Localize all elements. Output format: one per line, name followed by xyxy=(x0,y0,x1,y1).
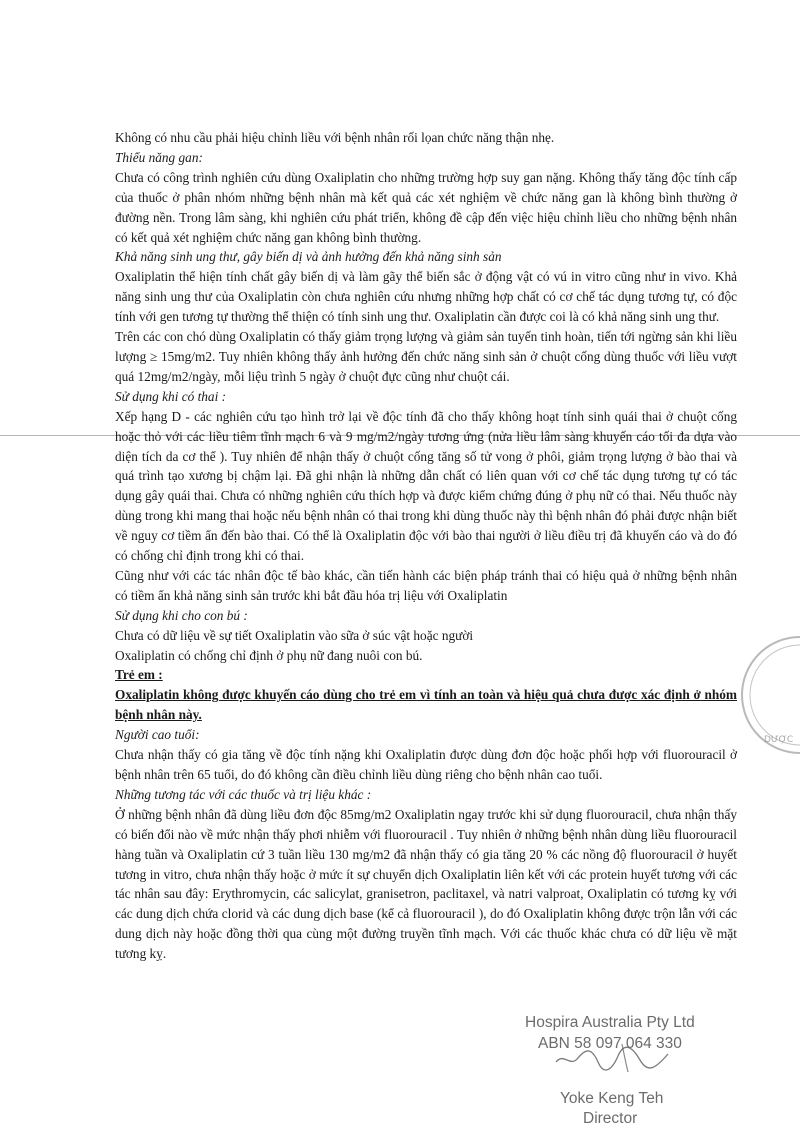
signatory-role: Director xyxy=(583,1110,638,1127)
official-stamp xyxy=(730,630,800,760)
heading-hepatic-insufficiency: Thiểu năng gan: xyxy=(115,149,203,165)
company-abn: ABN 58 097 064 330 xyxy=(538,1035,682,1052)
paragraph-hepatic: Chưa có công trình nghiên cứu dùng Oxaliplatin cho những trường hợp suy gan nặng. Không thấy tăng độc tính cấp của thuốc ở phân nhóm những bệnh nhân mà kết quả các xét nghiệm về chức năng gan là không bình thường ở đường nền. Trong lâm sàng, khi nghiên cứu phát triển, không đề cập đến việc hiệu chỉnh liều cho những bệnh nhân có kết quả xét nghiệm chức năng gan không bình thường. xyxy=(115,169,737,245)
paragraph-fertility: Trên các con chó dùng Oxaliplatin có thấy giảm trọng lượng và giảm sản tuyến tinh hoàn, tiến tới ngừng sản khi liều lượng ≥ 15mg/m2. Tuy nhiên không thấy ảnh hưởng đến chức năng sinh sản ở chuột cống dùng thuốc với liều vượt quá 12mg/m2/ngày, mỗi liệu trình 5 ngày ở chuột đực cũng như chuột cái. xyxy=(115,329,737,384)
paragraph-contraception: Cũng như với các tác nhân độc tế bào khác, cần tiến hành các biện pháp tránh thai có hiệu quả ở những bệnh nhân có tiềm ẩn khả năng sinh sản trước khi bắt đầu hóa trị liệu với Oxaliplatin xyxy=(115,567,737,603)
heading-pregnancy: Sử dụng khi có thai : xyxy=(115,388,227,404)
signatory-name: Yoke Keng Teh xyxy=(560,1090,664,1107)
heading-interactions: Những tương tác với các thuốc và trị liệu khác : xyxy=(115,786,372,802)
paragraph-interactions: Ở những bệnh nhân đã dùng liều đơn độc 85mg/m2 Oxaliplatin ngay trước khi sử dụng fluorouracil, chưa nhận thấy có biến đổi nào về mức nhận thấy phơi nhiễm với fluorouracil . Tuy nhiên ở những bệnh nhân dùng liều fluorouracil hàng tuần và Oxaliplatin cứ 3 tuần liều 130 mg/m2 đã nhận thấy có gia tăng 20 % các nồng độ fluorouracil ở huyết tương in vitro, chưa nhận thấy hoặc ở mức ít sự chuyển dịch Oxaliplatin liên kết với các protein huyết tương với các tác nhân sau đây: Erythromycin, các salicylat, granisetron, paclitaxel, và natri valproat, Oxaliplatin có tương kỵ với các dung dịch chứa clorid và các dung dịch base (kể cả fluorouracil ), do đó Oxaliplatin không được trộn lẫn với các dung dịch này hoặc đồng thời qua cùng một đường truyền tĩnh mạch. Với các thuốc khác chưa có dữ liệu về mặt tương kỵ. xyxy=(115,806,737,962)
heading-elderly: Người cao tuổi: xyxy=(115,727,200,743)
heading-lactation: Sử dụng khi cho con bú : xyxy=(115,607,248,623)
paragraph-pregnancy: Xếp hạng D - các nghiên cứu tạo hình trở lại về độc tính đã cho thấy không hoạt tính sinh quái thai ở chuột cống hoặc thỏ với các liều tiêm tĩnh mạch 6 và 9 mg/m2/ngày tương ứng (nửa liều lâm sàng khuyến cáo tối đa dựa vào diện tích da cơ thể ). Tuy nhiên để nhận thấy ở chuột cống tăng số tử vong ở phôi, giảm trọng lượng ở bào thai và quá trình tạo xương bị chậm lại. Đã ghi nhận là những dẫn chất có liên quan với cơ chế tác dụng tương tự có tác dụng gây quái thai. Chưa có những nghiên cứu thích hợp và được kiểm chứng đúng ở phụ nữ có thai. Nếu thuốc này dùng trong khi mang thai hoặc nếu bệnh nhân có thai trong khi dùng thuốc này thì bệnh nhân đó phải được nhận biết về nguy cơ tiềm ẩn đến bào thai. Có thể là Oxaliplatin độc với bào thai người ở liều điều trị đã khuyến cáo và do đó có chống chỉ định trong khi có thai. xyxy=(115,408,737,564)
paragraph-lactation-contraindication: Oxaliplatin có chống chỉ định ở phụ nữ đang nuôi con bú. xyxy=(115,647,423,663)
paragraph-children: Oxaliplatin không được khuyến cáo dùng cho trẻ em vì tính an toàn và hiệu quả chưa được xác định ở nhóm bệnh nhân này. xyxy=(115,687,737,723)
company-name: Hospira Australia Pty Ltd xyxy=(525,1014,695,1031)
paragraph-lactation-data: Chưa có dữ liệu về sự tiết Oxaliplatin vào sữa ở súc vật hoặc người xyxy=(115,627,474,643)
paragraph-renal-mild: Không có nhu cầu phải hiệu chỉnh liều với bệnh nhân rối lọan chức năng thận nhẹ. xyxy=(115,130,555,145)
stamp-text: DƯỢC xyxy=(764,735,794,745)
paragraph-elderly: Chưa nhận thấy có gia tăng về độc tính nặng khi Oxaliplatin được dùng đơn độc hoặc phối hợp với fluorouracil ở bệnh nhân trên 65 tuổi, do đó không cần điều chỉnh liều dùng riêng cho bệnh nhân cao tuổi. xyxy=(115,747,737,782)
document-body xyxy=(115,128,737,964)
heading-carcinogenicity: Khả năng sinh ung thư, gây biến dị và ảnh hưởng đến khả năng sinh sản xyxy=(115,249,502,265)
heading-children: Trẻ em : xyxy=(115,667,163,683)
paragraph-mutagenicity: Oxaliplatin thể hiện tính chất gây biến dị và làm gãy thể biến sắc ở động vật có vú in vitro cũng như in vivo. Khả năng sinh ung thư của Oxaliplatin còn chưa nghiên cứu nhưng những hợp chất có cơ chế tác dụng tương tự, có độc tính với gen tương tự thường thể thiện có tính sinh ung thư. Oxaliplatin cần được coi là có khả năng sinh ung thư. xyxy=(115,269,737,325)
